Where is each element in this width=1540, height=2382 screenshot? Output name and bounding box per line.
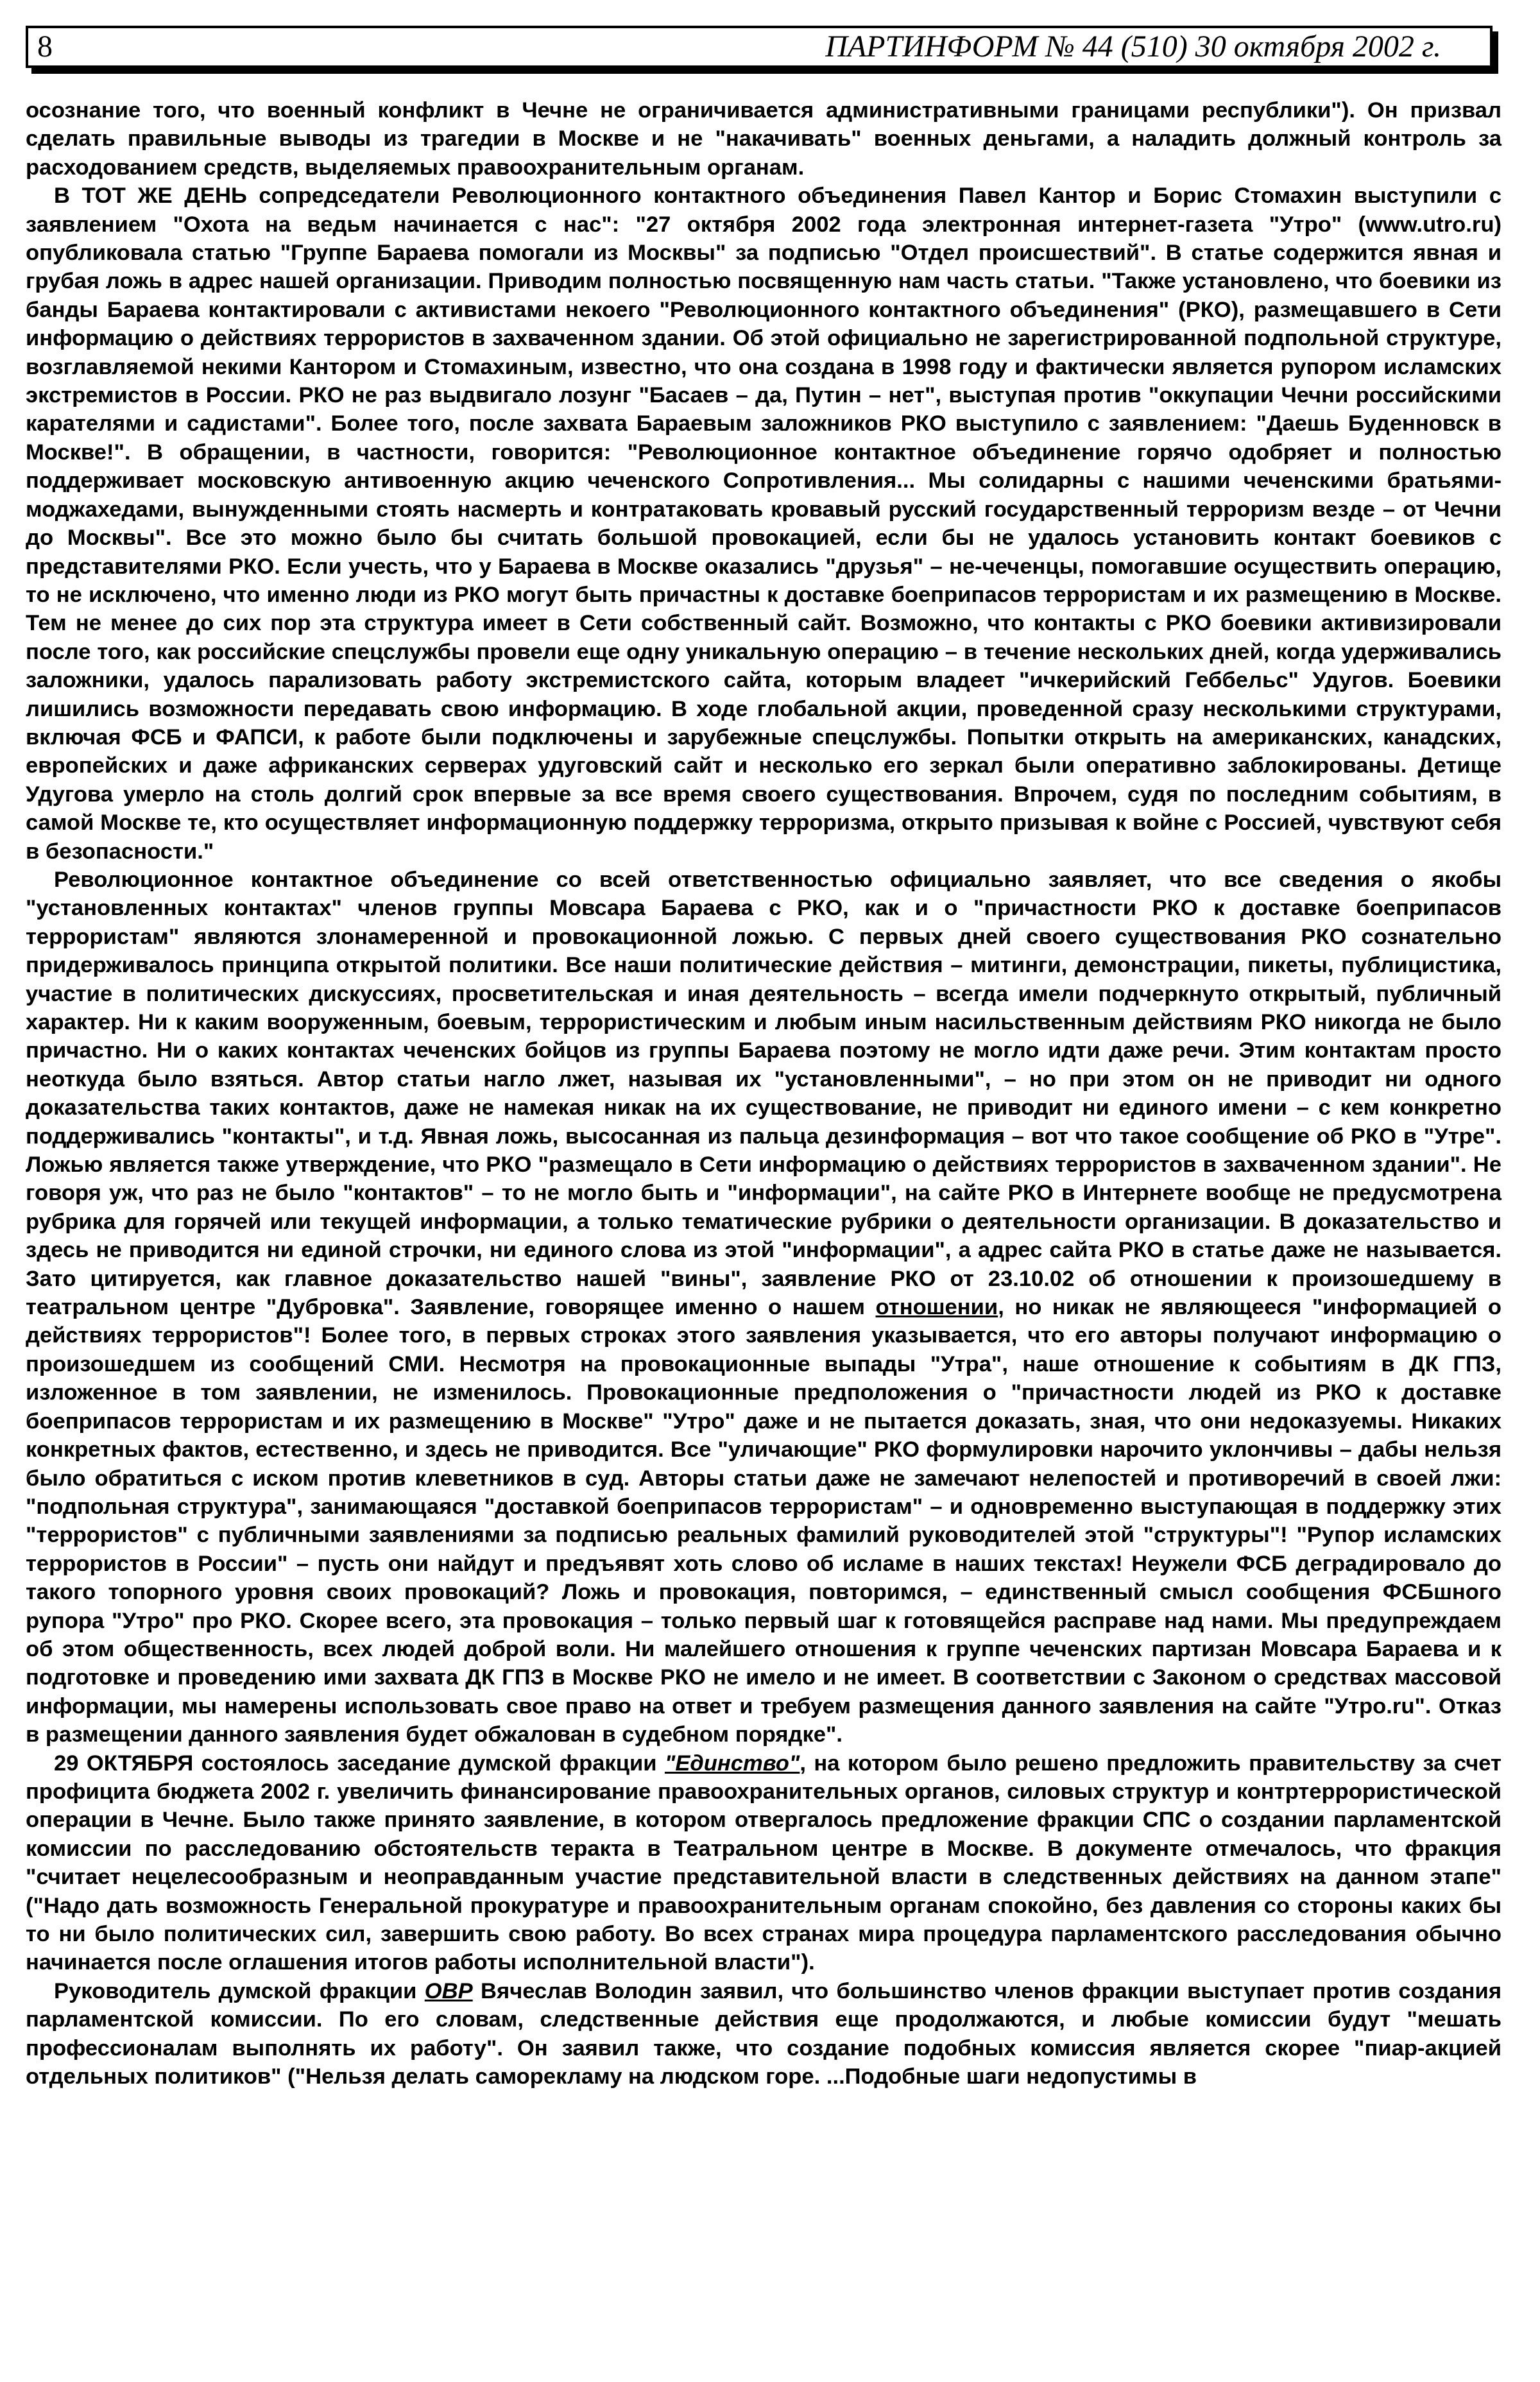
paragraph-3	[26, 866, 1502, 1749]
paragraph-5-text-a: Руководитель думской фракции	[54, 1978, 425, 2003]
ovr-link[interactable]: ОВР	[424, 1978, 473, 2003]
newspaper-page	[26, 26, 1502, 2091]
relation-link[interactable]: отношении	[875, 1295, 998, 1320]
edinstvo-link[interactable]: "Единство"	[664, 1751, 800, 1776]
paragraph-5	[26, 1977, 1502, 2091]
paragraph-3-text-b: , но никак не являющееся "информацией о действиях террористов"! Более того, в первых строках этого заявления указывается, что его авторы получают информацию о произошедшем из сообщений СМИ. Несмотря на провокационные выпады "Утра", наше отношение к событиям в ДК ГПЗ, изложенное в том заявлении, не изменилось. Провокационные предположения о "причастности людей из РКО к доставке боеприпасов террористам и их размещению в Москве" "Утро" даже и не пытается доказать, зная, что они недоказуемы. Никаких конкретных фактов, естественно, и здесь не приводится. Все "уличающие" РКО формулировки нарочито уклончивы – дабы нельзя было обратиться с иском против клеветников в суд. Авторы статьи даже не замечают нелепостей и противоречий в своей лжи: "подпольная структура", занимающаяся "доставкой боеприпасов террористам" – и одновременно выступающая в поддержку этих "террористов" с публичными заявлениями за подписью реальных фамилий руководителей этой "структуры"! "Рупор исламских террористов в России" – пусть они найдут и предъявят хоть слово об исламе в наших текстах! Неужели ФСБ деградировало до такого топорного уровня своих провокаций? Ложь и провокация, повторимся, – единственный смысл сообщения ФСБшного рупора "Утро" про РКО. Скорее всего, эта провокация – только первый шаг к готовящейся расправе над нами. Мы предупреждаем об этом общественность, всех людей доброй воли. Ни малейшего отношения к группе чеченских партизан Мовсара Бараева и к подготовке и проведению ими захвата ДК ГПЗ в Москве РКО не имело и не имеет. В соответствии с Законом о средствах массовой информации, мы намерены использовать свое право на ответ и требуем размещения данного заявления на сайте "Утро.ru". Отказ в размещении данного заявления будет обжалован в судебном порядке".	[26, 1295, 1502, 1747]
paragraph-4	[26, 1749, 1502, 1977]
paragraph-4-text-b: , на котором было решено предложить правительству за счет профицита бюджета 2002 г. увеличить финансирование правоохранительных органов, силовых структур и контртеррористической операции в Чечне. Было также принято заявление, в котором отвергалось предложение фракции СПС о создании парламентской комиссии по расследованию обстоятельств теракта в Театральном центре в Москве. В документе отмечалось, что фракция "считает нецелесообразным и неоправданным участие представительной власти в следственных действиях на данном этапе" ("Надо дать возможность Генеральной прокуратуре и правоохранительным органам спокойно, без давления со стороны каких бы то ни было политических сил, завершить свою работу. Во всех странах мира процедура парламентского расследования обычно начинается после оглашения итогов работы исполнительной власти").	[26, 1751, 1502, 1975]
issue-title: ПАРТИНФОРМ № 44 (510) 30 октября 2002 г.	[825, 30, 1441, 64]
paragraph-4-text-a: 29 ОКТЯБРЯ состоялось заседание думской фракции	[54, 1751, 665, 1776]
paragraph-1: осознание того, что военный конфликт в Чечне не ограничивается административными границами республики"). Он призвал сделать правильные выводы из трагедии в Москве и не "накачивать" военных деньгами, а наладить должный контроль за расходованием средств, выделяемых правоохранительным органам.	[26, 98, 1502, 180]
paragraph-5-text-b: Вячеслав Володин заявил, что большинство членов фракции выступает против создания парламентской комиссии. По его словам, следственные действия еще продолжаются, и любые комиссии будут "мешать профессионалам выполнять их работу". Он заявил также, что создание подобных комиссия является скорее "пиар-акцией отдельных политиков" ("Нельзя делать саморекламу на людском горе. ...Подобные шаги недопустимы в	[26, 1978, 1502, 2089]
article-body	[26, 96, 1502, 2091]
page-number: 8	[37, 30, 53, 64]
paragraph-3-text-a: Революционное контактное объединение со всей ответственностью официально заявляет, что все сведения о якобы "установленных контактах" членов группы Мовсара Бараева с РКО, как и о "причастности РКО к доставке боеприпасов террористам" являются злонамеренной и провокационной ложью. С первых дней своего существования РКО сознательно придерживалось принципа открытой политики. Все наши политические действия – митинги, демонстрации, пикеты, публицистика, участие в политических дискуссиях, просветительская и иная деятельность – всегда имели подчеркнуто открытый, публичный характер. Ни к каким вооруженным, боевым, террористическим и любым иным насильственным действиям РКО никогда не было причастно. Ни о каких контактах чеченских бойцов из группы Бараева поэтому не могло идти даже речи. Этим контактам просто неоткуда было взяться. Автор статьи нагло лжет, называя их "установленными", – но при этом он не приводит ни одного доказательства таких контактов, даже не намекая никак на их существование, не приводит ни единого имени – с кем конкретно поддерживались "контакты", и т.д. Явная ложь, высосанная из пальца дезинформация – вот что такое сообщение об РКО в "Утре". Ложью является также утверждение, что РКО "размещало в Сети информацию о действиях террористов в захваченном здании". Не говоря уж, что раз не было "контактов" – то не могло быть и "информации", на сайте РКО в Интернете вообще не предусмотрена рубрика для горячей или текущей информации, а только тематические рубрики о деятельности организации. В доказательство и здесь не приводится ни единой строчки, ни единого слова из этой "информации", а адрес сайта РКО в статье даже не называется. Зато цитируется, как главное доказательство нашей "вины", заявление РКО от 23.10.02 об отношении к произошедшему в театральном центре "Дубровка". Заявление, говорящее именно о нашем	[26, 867, 1502, 1320]
page-header	[26, 26, 1493, 68]
paragraph-2: В ТОТ ЖЕ ДЕНЬ сопредседатели Революционного контактного объединения Павел Кантор и Борис Стомахин выступили с заявлением "Охота на ведьм начинается с нас": "27 октября 2002 года электронная интернет-газета "Утро" (www.utro.ru) опубликовала статью "Группе Бараева помогали из Москвы" за подписью "Отдел происшествий". В статье содержится явная и грубая ложь в адрес нашей организации. Приводим полностью посвященную нам часть статьи. "Также установлено, что боевики из банды Бараева контактировали с активистами некоего "Революционного контактного объединения" (РКО), размещавшего в Сети информацию о действиях террористов в захваченном здании. Об этой официально не зарегистрированной подпольной структуре, возглавляемой некими Кантором и Стомахиным, известно, что она создана в 1998 году и фактически является рупором исламских экстремистов в России. РКО не раз выдвигало лозунг "Басаев – да, Путин – нет", выступая против "оккупации Чечни российскими карателями и садистами". Более того, после захвата Бараевым заложников РКО выступило с заявлением: "Даешь Буденновск в Москве!". В обращении, в частности, говорится: "Революционное контактное объединение горячо одобряет и полностью поддерживает московскую антивоенную акцию чеченского Сопротивления... Мы солидарны с нашими чеченскими братьями-моджахедами, вынужденными стоять насмерть и контратаковать кровавый русский государственный терроризм везде – от Чечни до Москвы". Все это можно было бы считать большой провокацией, если бы не удалось установить контакт боевиков с представителями РКО. Если учесть, что у Бараева в Москве оказались "друзья" – не-чеченцы, помогавшие осуществить операцию, то не исключено, что именно люди из РКО могут быть причастны к доставке боеприпасов террористам и их размещению в Москве. Тем не менее до сих пор эта структура имеет в Сети собственный сайт. Возможно, что контакты с РКО боевики активизировали после того, как российские спецслужбы провели еще одну уникальную операцию – в течение нескольких дней, когда удерживались заложники, удалось парализовать работу экстремистского сайта, которым владеет "ичкерийский Геббельс" Удугов. Боевики лишились возможности передавать свою информацию. В ходе глобальной акции, проведенной сразу несколькими структурами, включая ФСБ и ФАПСИ, к работе были подключены и зарубежные спецслужбы. Попытки открыть на американских, канадских, европейских и даже африканских серверах удуговский сайт и несколько его зеркал были оперативно заблокированы. Детище Удугова умерло на столь долгий срок впервые за все время своего существования. Впрочем, судя по последним событиям, в самой Москве те, кто осуществляет информационную поддержку терроризма, открыто призывая к войне с Россией, чувствуют себя в безопасности."	[26, 184, 1502, 864]
